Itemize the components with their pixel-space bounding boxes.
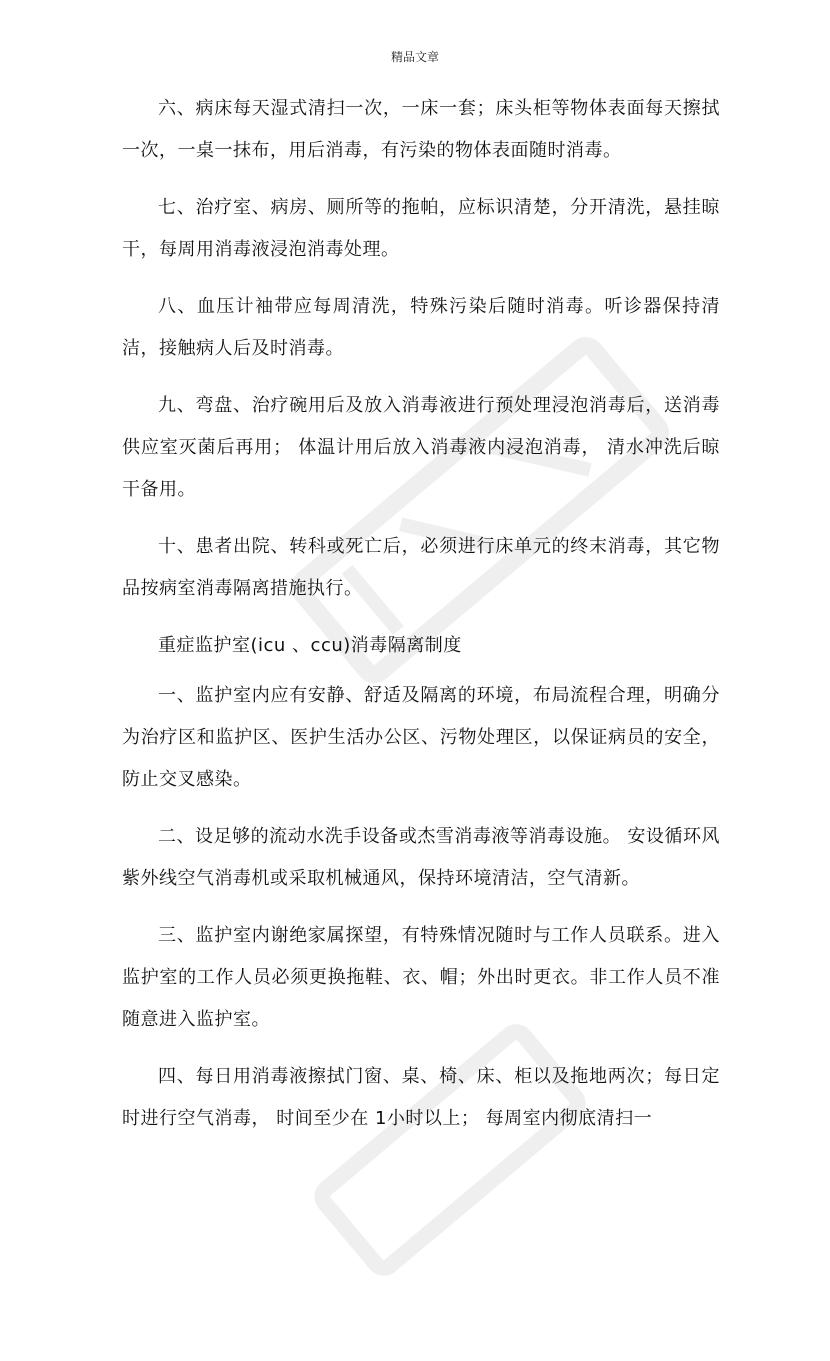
paragraph-6: 六、病床每天湿式清扫一次，一床一套；床头柜等物体表面每天擦拭一次，一桌一抹布，用后消毒，有污染的物体表面随时消毒。 [122,98,720,161]
document-body [122,88,720,1155]
section-title: 重症监护室(icu 、ccu)消毒隔离制度 [158,635,462,656]
icu-rule-1: 一、监护室内应有安静、舒适及隔离的环境，布局流程合理，明确分为治疗区和监护区、医护生活办公区、污物处理区，以保证病员的安全，防止交叉感染。 [122,685,720,790]
paragraph-9: 九、弯盘、治疗碗用后及放入消毒液进行预处理浸泡消毒后，送消毒供应室灭菌后再用； 体温计用后放入消毒液内浸泡消毒， 清水冲洗后晾干备用。 [122,395,720,500]
icu-rule-4: 四、每日用消毒液擦拭门窗、桌、椅、床、柜以及拖地两次；每日定时进行空气消毒， 时间至少在 1小时以上； 每周室内彻底清扫一 [122,1066,720,1129]
icu-rule-2: 二、设足够的流动水洗手设备或杰雪消毒液等消毒设施。 安设循环风紫外线空气消毒机或采取机械通风，保持环境清洁，空气清新。 [122,826,720,889]
paragraph-7: 七、治疗室、病房、厕所等的拖帕，应标识清楚，分开清洗，悬挂晾干，每周用消毒液浸泡消毒处理。 [122,197,720,260]
page-header: 精品文章 [390,50,439,64]
icu-rule-3: 三、监护室内谢绝家属探望，有特殊情况随时与工作人员联系。进入监护室的工作人员必须更换拖鞋、衣、帽；外出时更衣。非工作人员不准随意进入监护室。 [122,925,720,1030]
paragraph-8: 八、血压计袖带应每周清洗，特殊污染后随时消毒。听诊器保持清洁，接触病人后及时消毒。 [122,296,720,359]
paragraph-10: 十、患者出院、转科或死亡后，必须进行床单元的终末消毒，其它物品按病室消毒隔离措施执行。 [122,536,720,599]
